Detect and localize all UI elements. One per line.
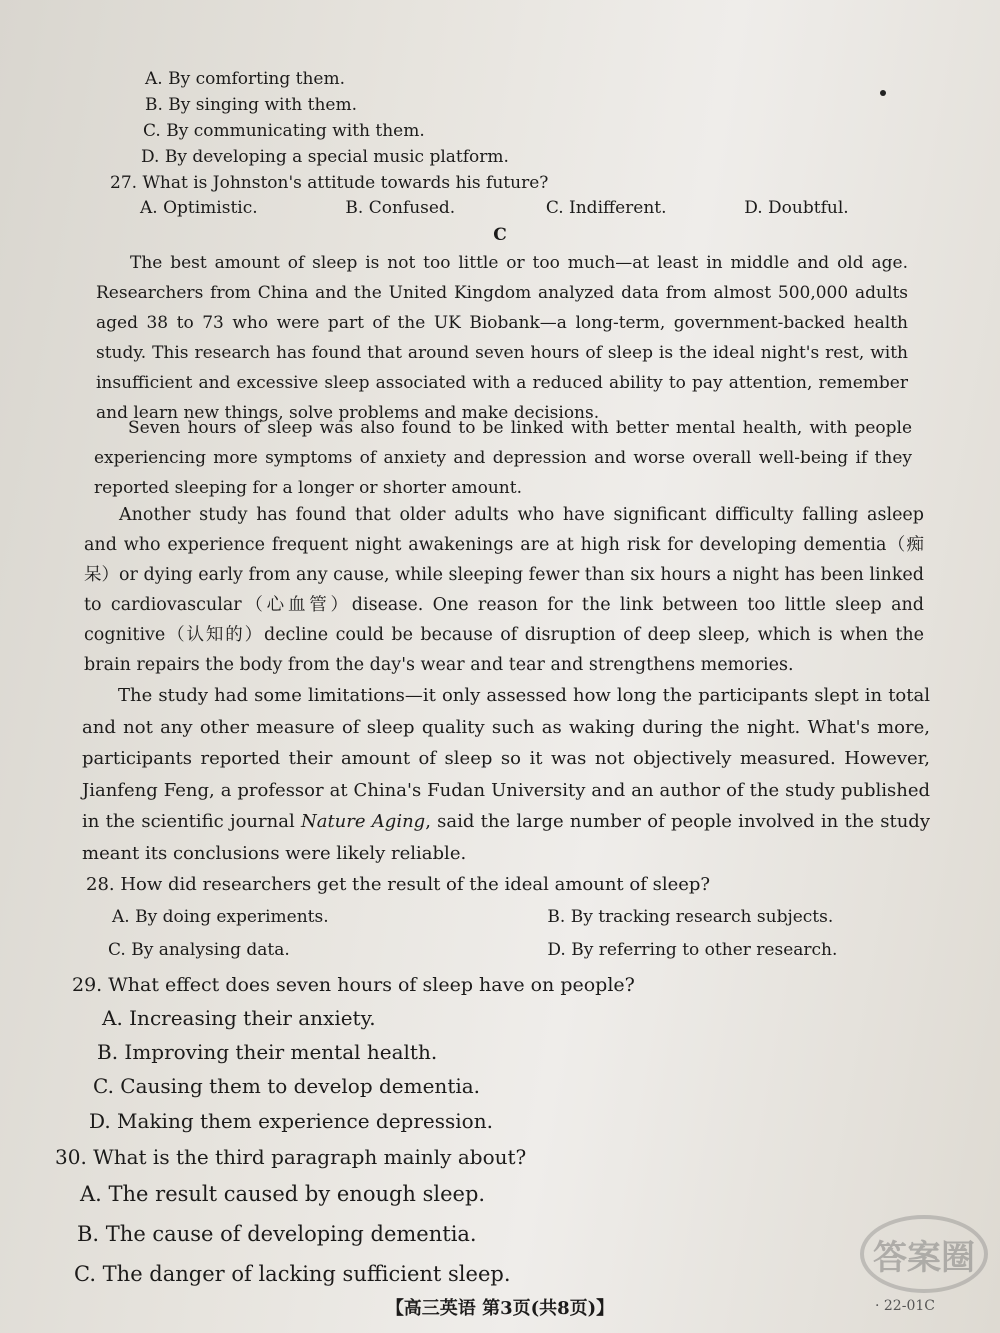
ink-dot (880, 90, 886, 96)
section-letter: C (493, 225, 507, 245)
q27-option-d: D. Doubtful. (744, 198, 849, 218)
p4-text-after: , said the large number of people involved in the study meant its conclusions were likely reliable. (82, 811, 930, 864)
q27-option-a: A. Optimistic. (140, 198, 258, 218)
q26-option-b: B. By singing with them. (145, 95, 358, 115)
q30-question: 30. What is the third paragraph mainly about? (55, 1145, 527, 1169)
q27-options (140, 198, 849, 218)
passage-paragraph-1: The best amount of sleep is not too little or too much—at least in middle and old age. Researchers from China and the United Kingdom analyzed data from almost 500,000 adults aged 38 to 73 who were part of the UK Biobank—a long-term, government-backed health study. This research has found that around seven hours of sleep is the ideal night's rest, with insufficient and excessive sleep associated with a reduced ability to pay attention, remember and learn new things, solve problems and make decisions. (96, 253, 908, 423)
page-footer: 【高三英语 第3页(共8页)】 (385, 1298, 615, 1319)
q28-options-row-1 (112, 907, 833, 927)
q29-option-a: A. Increasing their anxiety. (102, 1006, 376, 1030)
q28-question: 28. How did researchers get the result of the ideal amount of sleep? (86, 874, 711, 895)
answer-circle-logo (860, 1215, 988, 1293)
passage-paragraph-3: Another study has found that older adults who have significant difficulty falling asleep and who experience frequent night awakenings are at high risk for developing dementia（痴呆）or dying early from any cause, while sleeping fewer than six hours a night has been linked to cardiovascular（心血管）disease. One reason for the link between too little sleep and cognitive（认知的）decline could be because of disruption of deep sleep, which is when the brain repairs the body from the day's wear and tear and strengthens memories. (84, 505, 924, 675)
q29-option-d: D. Making them experience depression. (89, 1109, 493, 1133)
q29-option-c: C. Causing them to develop dementia. (93, 1074, 481, 1098)
q30-option-a: A. The result caused by enough sleep. (80, 1182, 486, 1206)
q27-option-b: B. Confused. (345, 198, 456, 218)
q27-question: 27. What is Johnston's attitude towards his future? (110, 173, 549, 193)
q29-option-b: B. Improving their mental health. (97, 1040, 438, 1064)
q26-option-d: D. By developing a special music platform. (141, 147, 509, 167)
footer-code: · 22-01C (875, 1298, 935, 1314)
q29-question: 29. What effect does seven hours of sleep have on people? (72, 974, 635, 996)
p4-text-before: The study had some limitations—it only assessed how long the participants slept in total and not any other measure of sleep quality such as waking during the night. What's more, participants reported their amount of sleep so it was not objectively measured. However, Jianfeng Feng, a professor at China's Fudan University and an author of the study published in the scientific journal (82, 685, 930, 832)
q30-option-c: C. The danger of lacking sufficient sleep. (74, 1262, 511, 1286)
q28-option-a: A. By doing experiments. (112, 907, 329, 927)
logo-text: 答案圈 (873, 1237, 975, 1278)
q26-option-c: C. By communicating with them. (143, 121, 425, 141)
q28-option-b: B. By tracking research subjects. (547, 907, 834, 927)
q28-option-d: D. By referring to other research. (547, 940, 838, 960)
q28-options-row-2 (108, 940, 837, 960)
passage-paragraph-2: Seven hours of sleep was also found to be linked with better mental health, with people experiencing more symptoms of anxiety and depression and worse overall well-being if they reported sleeping for a longer or shorter amount. (94, 418, 912, 498)
passage-paragraph-4 (82, 680, 930, 869)
q28-option-c: C. By analysing data. (108, 940, 290, 960)
q30-option-b: B. The cause of developing dementia. (77, 1222, 477, 1246)
q27-option-c: C. Indifferent. (545, 198, 667, 218)
q26-option-a: A. By comforting them. (145, 69, 345, 89)
journal-name: Nature Aging (300, 811, 426, 832)
